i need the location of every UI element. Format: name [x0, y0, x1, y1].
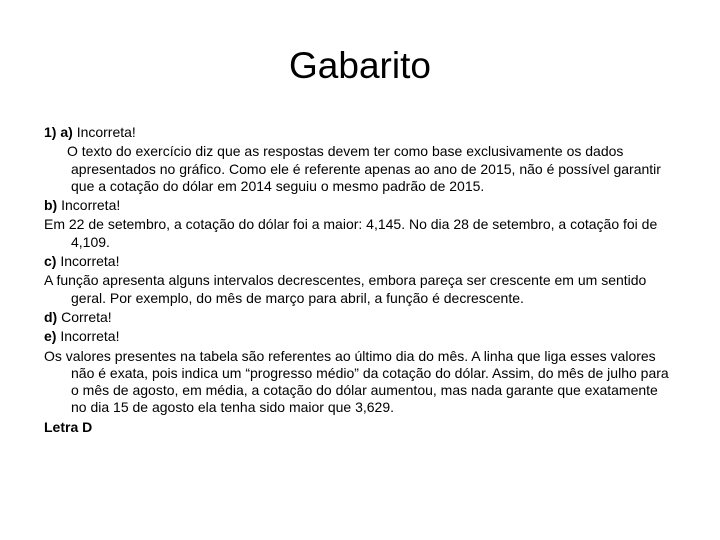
item-verdict: Correta!	[61, 308, 112, 325]
item-label: c)	[44, 253, 57, 270]
item-a-verdict-line	[44, 124, 674, 141]
item-b-explanation: Em 22 de setembro, a cotação do dólar foi a maior: 4,145. No dia 28 de setembro, a cotação foi de 4,109.	[44, 216, 658, 250]
item-verdict: Incorreta!	[60, 253, 120, 270]
item-d-verdict-line	[44, 309, 674, 326]
item-label: d)	[44, 308, 58, 325]
item-b-verdict-line	[44, 197, 674, 214]
item-label: e)	[44, 328, 57, 345]
final-answer: Letra D	[44, 418, 93, 435]
item-a-explanation: O texto do exercício diz que as respostas devem ter como base exclusivamente os dados apresentados no gráfico. Como ele é referente apenas ao ano de 2015, não é possível garantir que a cotação do dólar em 2014 seguiu o mesmo padrão de 2015.	[67, 143, 661, 194]
item-e-explanation: Os valores presentes na tabela são referentes ao último dia do mês. A linha que liga esses valores não é exata, pois indica um “progresso médio” da cotação do dólar. Assim, do mês de julho para o mês de agosto, em média, a cotação do dólar aumentou, mas nada garante que exatamente no dia 15 de agosto ela tenha sido maior que 3,629.	[44, 347, 669, 416]
item-verdict: Incorreta!	[76, 124, 136, 140]
item-c-explanation: A função apresenta alguns intervalos decrescentes, embora pareça ser crescente em um sentido geral. Por exemplo, do mês de março para abril, a função é decrescente.	[44, 272, 647, 306]
item-label: b)	[44, 197, 58, 214]
page-title: Gabarito	[289, 45, 431, 86]
item-e-verdict-line	[44, 328, 674, 345]
answer-key-body	[44, 124, 674, 438]
item-label: 1) a)	[44, 124, 73, 140]
item-verdict: Incorreta!	[61, 197, 121, 214]
item-c-verdict-line	[44, 253, 674, 270]
item-verdict: Incorreta!	[60, 328, 120, 345]
